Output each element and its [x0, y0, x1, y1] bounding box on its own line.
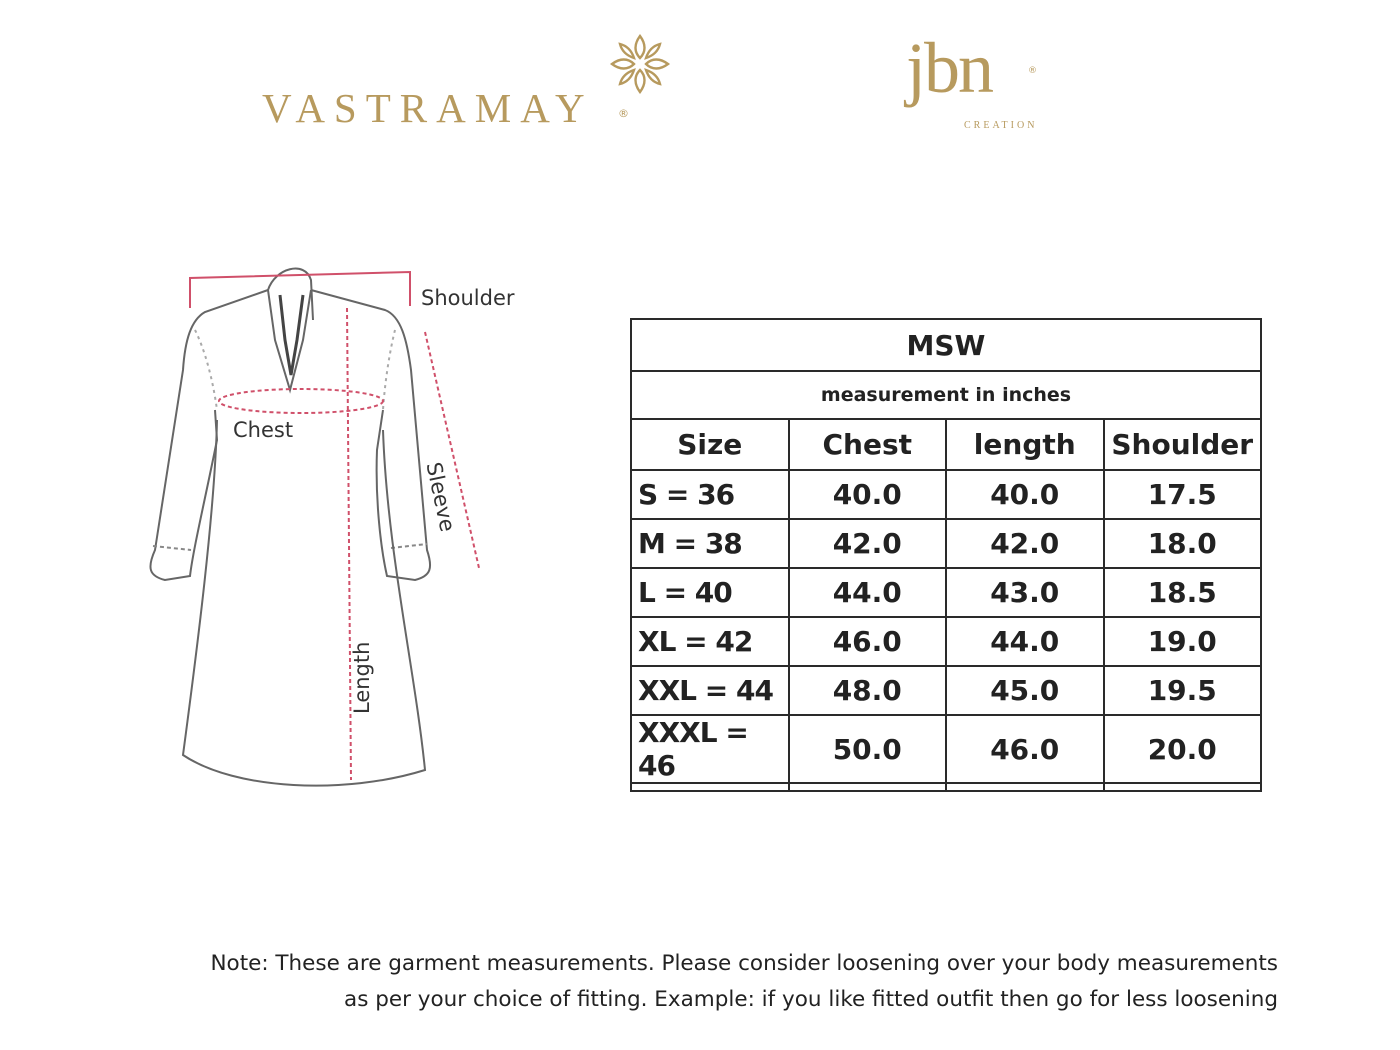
cell-size: S = 36	[631, 470, 789, 519]
table-row	[631, 715, 1261, 783]
cell-shoulder: 19.5	[1104, 666, 1262, 715]
length-label: Length	[350, 641, 374, 714]
header-size: Size	[631, 419, 789, 470]
cell-size: L = 40	[631, 568, 789, 617]
shoulder-label: Shoulder	[421, 286, 515, 310]
sleeve-label: Sleeve	[421, 460, 460, 534]
cell-chest: 42.0	[789, 519, 947, 568]
vastramay-registered-mark: ®	[618, 107, 629, 120]
table-row	[631, 470, 1261, 519]
fit-note	[78, 946, 1278, 1018]
header-shoulder: Shoulder	[1104, 419, 1262, 470]
table-row	[631, 519, 1261, 568]
table-row	[631, 568, 1261, 617]
header-chest: Chest	[789, 419, 947, 470]
jbn-subtitle: CREATION	[964, 120, 1038, 131]
kurta-outline-icon	[125, 250, 545, 810]
cell-size: XL = 42	[631, 617, 789, 666]
cell-chest: 50.0	[789, 715, 947, 783]
table-row	[631, 617, 1261, 666]
header-length: length	[946, 419, 1104, 470]
table-subtitle: measurement in inches	[631, 371, 1261, 419]
table-row	[631, 666, 1261, 715]
cell-shoulder: 18.5	[1104, 568, 1262, 617]
cell-size: M = 38	[631, 519, 789, 568]
cell-length: 40.0	[946, 470, 1104, 519]
cell-chest: 44.0	[789, 568, 947, 617]
table-footer-strip	[631, 783, 1261, 791]
cell-length: 43.0	[946, 568, 1104, 617]
cell-length: 46.0	[946, 715, 1104, 783]
vastramay-logo	[262, 28, 682, 138]
mandala-motif-icon	[604, 28, 676, 100]
fit-note-line-2: as per your choice of fitting. Example: if you like fitted outfit then go for less loosening	[344, 987, 1278, 1012]
size-chart-table	[630, 318, 1264, 782]
cell-shoulder: 17.5	[1104, 470, 1262, 519]
jbn-wordmark: jbn	[906, 28, 993, 108]
table-title: MSW	[631, 319, 1261, 371]
cell-size: XXL = 44	[631, 666, 789, 715]
cell-length: 45.0	[946, 666, 1104, 715]
cell-chest: 46.0	[789, 617, 947, 666]
cell-length: 44.0	[946, 617, 1104, 666]
cell-size: XXXL = 46	[631, 715, 789, 783]
jbn-registered-mark: ®	[1028, 66, 1037, 76]
vastramay-wordmark: VASTRAMAY	[262, 85, 594, 131]
fit-note-line-1: Note: These are garment measurements. Please consider loosening over your body measurements	[210, 951, 1278, 976]
kurta-measurement-diagram	[125, 250, 545, 810]
cell-shoulder: 18.0	[1104, 519, 1262, 568]
chest-label: Chest	[233, 418, 294, 442]
jbn-logo	[900, 22, 1060, 162]
cell-shoulder: 20.0	[1104, 715, 1262, 783]
cell-shoulder: 19.0	[1104, 617, 1262, 666]
cell-chest: 48.0	[789, 666, 947, 715]
cell-chest: 40.0	[789, 470, 947, 519]
cell-length: 42.0	[946, 519, 1104, 568]
